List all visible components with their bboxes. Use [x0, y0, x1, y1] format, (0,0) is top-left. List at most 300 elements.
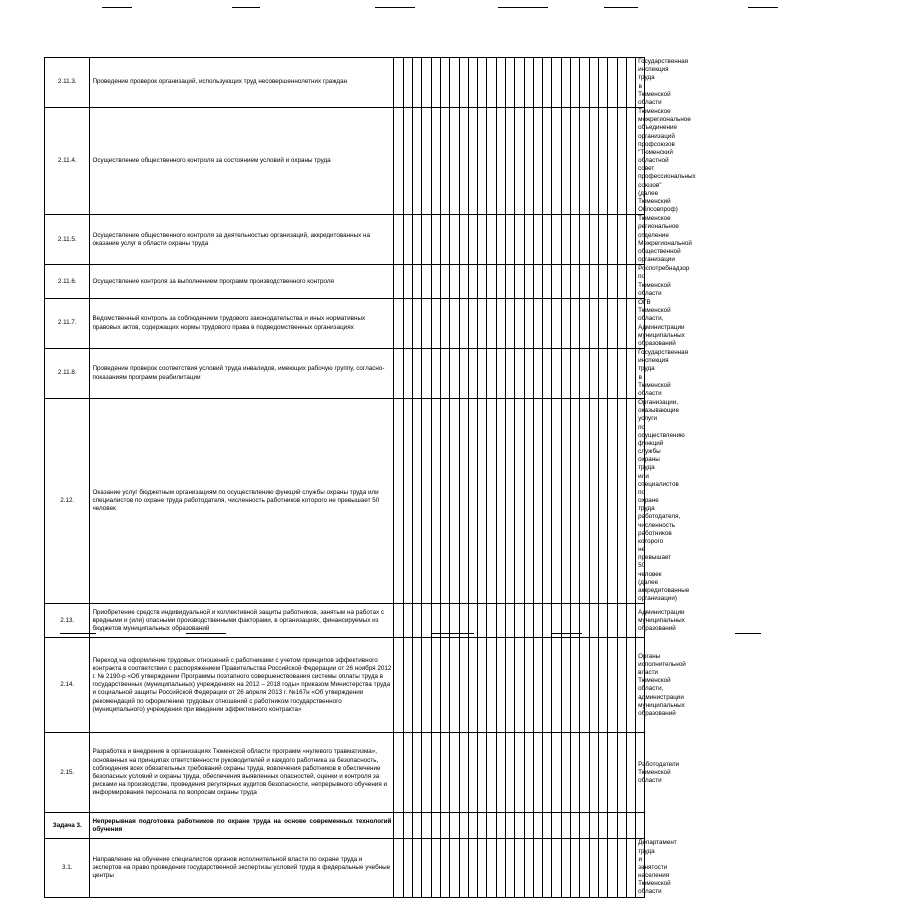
period-cell — [515, 349, 524, 399]
period-cell — [459, 349, 468, 399]
row-number: Задача 3. — [45, 813, 90, 839]
period-cell — [589, 298, 598, 348]
period-cell — [403, 638, 412, 733]
measure-description: Непрерывная подготовка работников по охране труда на основе современных технологий обучения — [90, 813, 394, 839]
responsible-executor: Государственная инспекция труда в Тюменской области — [636, 349, 645, 399]
period-cell — [413, 733, 422, 813]
period-cell — [552, 638, 561, 733]
period-cell — [580, 733, 589, 813]
period-cell — [617, 58, 626, 108]
period-cell — [524, 813, 533, 839]
period-cell — [552, 399, 561, 604]
period-cell — [617, 604, 626, 638]
period-cell — [608, 733, 617, 813]
period-cell — [608, 399, 617, 604]
period-cell — [608, 839, 617, 897]
period-cell — [515, 215, 524, 265]
row-number: 2.11.3. — [45, 58, 90, 108]
period-cell — [422, 638, 431, 733]
period-cell — [515, 265, 524, 299]
period-cell — [431, 733, 440, 813]
period-cell — [413, 265, 422, 299]
period-cell — [440, 298, 449, 348]
top-edge-mark-2 — [232, 7, 260, 8]
period-cell — [543, 58, 552, 108]
period-cell — [543, 839, 552, 897]
period-cell — [589, 399, 598, 604]
period-cell — [459, 58, 468, 108]
table-body — [45, 58, 840, 898]
period-cell — [431, 638, 440, 733]
period-cell — [422, 265, 431, 299]
period-cell — [505, 265, 514, 299]
row-number: 2.11.4. — [45, 108, 90, 215]
period-cell — [413, 215, 422, 265]
period-cell — [561, 215, 570, 265]
period-cell — [533, 265, 542, 299]
period-cell — [403, 813, 412, 839]
period-cell — [626, 638, 635, 733]
period-cell — [598, 265, 607, 299]
period-cell — [394, 108, 403, 215]
period-cell — [533, 733, 542, 813]
period-cell — [533, 839, 542, 897]
period-cell — [515, 399, 524, 604]
period-cell — [552, 733, 561, 813]
table-row — [45, 813, 840, 839]
measure-description: Приобретение средств индивидуальной и коллективной защиты работников, занятым на работах с вредными и (или) опасными производственными факторами, в организациях, финансируемых из бюджетов муниципальных образований — [90, 604, 394, 638]
measure-description: Ведомственный контроль за соблюдением трудового законодательства и иных нормативных правовых актов, содержащих нормы трудового права в подведомственных организациях — [90, 298, 394, 348]
period-cell — [422, 298, 431, 348]
period-cell — [487, 215, 496, 265]
period-cell — [431, 215, 440, 265]
period-cell — [580, 215, 589, 265]
responsible-executor: Департамент труда и занятости населения Тюменской области — [636, 839, 645, 897]
period-cell — [505, 813, 514, 839]
period-cell — [450, 604, 459, 638]
period-cell — [422, 58, 431, 108]
period-cell — [450, 638, 459, 733]
period-cell — [552, 265, 561, 299]
top-edge-mark-4 — [498, 7, 548, 8]
period-cell — [459, 638, 468, 733]
period-cell — [580, 298, 589, 348]
period-cell — [440, 399, 449, 604]
period-cell — [394, 733, 403, 813]
period-cell — [413, 58, 422, 108]
period-cell — [440, 58, 449, 108]
period-cell — [524, 298, 533, 348]
row-number: 2.11.6. — [45, 265, 90, 299]
responsible-executor: Тюменское региональное отделение Межрегиональной общественной организации — [636, 215, 645, 265]
period-cell — [431, 265, 440, 299]
period-cell — [533, 108, 542, 215]
period-cell — [598, 215, 607, 265]
period-cell — [589, 265, 598, 299]
period-cell — [431, 298, 440, 348]
top-edge-mark-5 — [604, 7, 638, 8]
period-cell — [487, 349, 496, 399]
period-cell — [505, 839, 514, 897]
period-cell — [496, 813, 505, 839]
period-cell — [626, 733, 635, 813]
period-cell — [422, 108, 431, 215]
period-cell — [468, 349, 477, 399]
period-cell — [478, 813, 487, 839]
period-cell — [589, 349, 598, 399]
period-cell — [394, 215, 403, 265]
measure-description: Проведение проверок организаций, использующих труд несовершеннолетних граждан — [90, 58, 394, 108]
period-cell — [571, 108, 580, 215]
period-cell — [459, 604, 468, 638]
period-cell — [533, 215, 542, 265]
table-row — [45, 108, 840, 215]
period-cell — [561, 58, 570, 108]
period-cell — [543, 265, 552, 299]
table-row — [45, 58, 840, 108]
period-cell — [571, 839, 580, 897]
period-cell — [403, 839, 412, 897]
period-cell — [468, 265, 477, 299]
period-cell — [450, 813, 459, 839]
period-cell — [496, 265, 505, 299]
period-cell — [459, 215, 468, 265]
measure-description: Осуществление контроля за выполнением программ производственного контроля — [90, 265, 394, 299]
period-cell — [468, 298, 477, 348]
period-cell — [487, 733, 496, 813]
period-cell — [505, 604, 514, 638]
period-cell — [440, 108, 449, 215]
period-cell — [617, 349, 626, 399]
responsible-executor: Администрации муниципальных образований — [636, 604, 645, 638]
period-cell — [496, 215, 505, 265]
period-cell — [580, 638, 589, 733]
period-cell — [598, 604, 607, 638]
period-cell — [440, 604, 449, 638]
period-cell — [626, 265, 635, 299]
period-cell — [487, 839, 496, 897]
period-cell — [496, 58, 505, 108]
period-cell — [394, 298, 403, 348]
measure-description: Направление на обучение специалистов органов исполнительной власти по охране труда и экспертов на право проведения государственной экспертизы условий труда в федеральные учебные центры — [90, 839, 394, 897]
measure-description: Переход на оформление трудовых отношений с работниками с учетом принципов эффективного контракта в соответствии с распоряжением Правительства Российской Федерации от 26 ноября 2012 г. № 2190-р «Об утверждении Программы поэтапного совершенствования системы оплаты труда в государственных (муниципальных) учреждениях на 2012 – 2018 годы» приказом Министерства труда и социальной защиты Российской Федерации от 26 апреля 2013 г. №167н «Об утверждении рекомендаций по оформлению трудовых отношений с работником государственного (муниципального) учреждения при введении эффективного контракта» — [90, 638, 394, 733]
period-cell — [440, 839, 449, 897]
period-cell — [589, 813, 598, 839]
period-cell — [468, 839, 477, 897]
period-cell — [450, 349, 459, 399]
period-cell — [543, 349, 552, 399]
period-cell — [394, 265, 403, 299]
period-cell — [459, 108, 468, 215]
period-cell — [505, 733, 514, 813]
period-cell — [533, 813, 542, 839]
period-cell — [552, 349, 561, 399]
responsible-executor — [636, 813, 645, 839]
period-cell — [515, 298, 524, 348]
period-cell — [505, 349, 514, 399]
period-cell — [487, 58, 496, 108]
period-cell — [617, 265, 626, 299]
period-cell — [413, 604, 422, 638]
period-cell — [422, 349, 431, 399]
period-cell — [487, 108, 496, 215]
period-cell — [626, 839, 635, 897]
period-cell — [403, 215, 412, 265]
row-number: 2.15. — [45, 733, 90, 813]
period-cell — [496, 839, 505, 897]
responsible-executor: Тюменское межрегиональное объединение организаций профсоюзов "Тюменский областной совет профессиональных союзов" (далее Тюменский Облсовпроф) — [636, 108, 645, 215]
period-cell — [524, 349, 533, 399]
period-cell — [450, 298, 459, 348]
period-cell — [561, 604, 570, 638]
period-cell — [413, 298, 422, 348]
period-cell — [413, 349, 422, 399]
period-cell — [496, 399, 505, 604]
period-cell — [478, 733, 487, 813]
period-cell — [440, 349, 449, 399]
table-row — [45, 298, 840, 348]
period-cell — [561, 349, 570, 399]
measure-description: Осуществление общественного контроля за состоянием условий и охраны труда — [90, 108, 394, 215]
period-cell — [598, 58, 607, 108]
period-cell — [561, 638, 570, 733]
responsible-executor: Работодатели Тюменской области — [636, 733, 645, 813]
period-cell — [478, 638, 487, 733]
period-cell — [478, 604, 487, 638]
period-cell — [589, 839, 598, 897]
period-cell — [403, 399, 412, 604]
period-cell — [505, 215, 514, 265]
period-cell — [487, 813, 496, 839]
period-cell — [496, 349, 505, 399]
period-cell — [552, 298, 561, 348]
period-cell — [543, 604, 552, 638]
period-cell — [589, 58, 598, 108]
period-cell — [394, 638, 403, 733]
period-cell — [459, 265, 468, 299]
responsible-executor: Органы исполнительной власти Тюменской области, администрации муниципальных образований — [636, 638, 645, 733]
period-cell — [478, 839, 487, 897]
period-cell — [626, 298, 635, 348]
period-cell — [403, 265, 412, 299]
top-edge-mark-3 — [375, 7, 415, 8]
period-cell — [580, 58, 589, 108]
period-cell — [496, 638, 505, 733]
period-cell — [440, 265, 449, 299]
period-cell — [478, 265, 487, 299]
period-cell — [552, 604, 561, 638]
period-cell — [422, 839, 431, 897]
period-cell — [533, 638, 542, 733]
period-cell — [561, 298, 570, 348]
row-number: 2.11.5. — [45, 215, 90, 265]
period-cell — [626, 215, 635, 265]
period-cell — [413, 839, 422, 897]
period-cell — [431, 108, 440, 215]
period-cell — [580, 813, 589, 839]
period-cell — [571, 604, 580, 638]
period-cell — [561, 265, 570, 299]
period-cell — [431, 349, 440, 399]
period-cell — [571, 215, 580, 265]
period-cell — [598, 638, 607, 733]
period-cell — [515, 604, 524, 638]
period-cell — [496, 108, 505, 215]
period-cell — [598, 349, 607, 399]
period-cell — [515, 813, 524, 839]
period-cell — [571, 265, 580, 299]
table-row — [45, 265, 840, 299]
period-cell — [403, 604, 412, 638]
period-cell — [487, 298, 496, 348]
period-cell — [626, 108, 635, 215]
period-cell — [552, 813, 561, 839]
period-cell — [617, 399, 626, 604]
period-cell — [413, 108, 422, 215]
period-cell — [487, 399, 496, 604]
period-cell — [608, 215, 617, 265]
period-cell — [608, 108, 617, 215]
period-cell — [617, 215, 626, 265]
period-cell — [571, 298, 580, 348]
period-cell — [533, 399, 542, 604]
period-cell — [543, 108, 552, 215]
period-cell — [505, 298, 514, 348]
period-cell — [543, 298, 552, 348]
period-cell — [543, 638, 552, 733]
period-cell — [533, 604, 542, 638]
period-cell — [617, 108, 626, 215]
period-cell — [524, 58, 533, 108]
period-cell — [524, 604, 533, 638]
measure-description: Проведение проверок соответствия условий труда инвалидов, имеющих рабочую группу, согласно-показаниям программ реабилитации — [90, 349, 394, 399]
period-cell — [626, 58, 635, 108]
period-cell — [403, 58, 412, 108]
table-row — [45, 399, 840, 604]
period-cell — [440, 733, 449, 813]
period-cell — [589, 638, 598, 733]
responsible-executor: Роспотребнадзор по Тюменской области — [636, 265, 645, 299]
period-cell — [524, 638, 533, 733]
period-cell — [459, 399, 468, 604]
period-cell — [468, 604, 477, 638]
period-cell — [450, 215, 459, 265]
period-cell — [394, 399, 403, 604]
period-cell — [617, 733, 626, 813]
period-cell — [450, 733, 459, 813]
period-cell — [468, 108, 477, 215]
period-cell — [505, 638, 514, 733]
period-cell — [543, 215, 552, 265]
period-cell — [524, 733, 533, 813]
period-cell — [543, 813, 552, 839]
period-cell — [608, 813, 617, 839]
period-cell — [394, 58, 403, 108]
row-number: 2.11.7. — [45, 298, 90, 348]
period-cell — [413, 399, 422, 604]
period-cell — [608, 638, 617, 733]
period-cell — [589, 733, 598, 813]
period-cell — [394, 813, 403, 839]
period-cell — [515, 733, 524, 813]
period-cell — [468, 638, 477, 733]
period-cell — [478, 349, 487, 399]
responsible-executor: ОГВ Тюменской области, Администрации муниципальных образований — [636, 298, 645, 348]
table-row — [45, 604, 840, 638]
period-cell — [496, 298, 505, 348]
period-cell — [459, 813, 468, 839]
period-cell — [533, 298, 542, 348]
period-cell — [487, 265, 496, 299]
period-cell — [608, 58, 617, 108]
period-cell — [431, 58, 440, 108]
period-cell — [468, 399, 477, 604]
period-cell — [589, 108, 598, 215]
period-cell — [561, 108, 570, 215]
period-cell — [468, 813, 477, 839]
period-cell — [431, 839, 440, 897]
period-cell — [580, 839, 589, 897]
period-cell — [561, 733, 570, 813]
period-cell — [598, 108, 607, 215]
period-cell — [580, 399, 589, 604]
period-cell — [561, 813, 570, 839]
period-cell — [561, 399, 570, 604]
period-cell — [440, 638, 449, 733]
period-cell — [478, 108, 487, 215]
period-cell — [505, 399, 514, 604]
period-cell — [552, 215, 561, 265]
period-cell — [552, 839, 561, 897]
period-cell — [533, 349, 542, 399]
period-cell — [422, 733, 431, 813]
period-cell — [617, 839, 626, 897]
measure-description: Оказание услуг бюджетным организациям по осуществлению функций службы охраны труда или специалистов по охране труда работодателя, численность работников которого не превышает 50 человек — [90, 399, 394, 604]
period-cell — [403, 298, 412, 348]
period-cell — [496, 604, 505, 638]
period-cell — [431, 604, 440, 638]
table-row — [45, 839, 840, 897]
period-cell — [413, 813, 422, 839]
period-cell — [571, 638, 580, 733]
period-cell — [515, 839, 524, 897]
period-cell — [459, 733, 468, 813]
period-cell — [589, 215, 598, 265]
period-cell — [524, 399, 533, 604]
period-cell — [440, 215, 449, 265]
period-cell — [626, 604, 635, 638]
period-cell — [450, 265, 459, 299]
period-cell — [496, 733, 505, 813]
period-cell — [394, 839, 403, 897]
measures-table — [44, 57, 840, 898]
top-edge-mark-1 — [102, 7, 132, 8]
period-cell — [608, 298, 617, 348]
period-cell — [561, 839, 570, 897]
table-row — [45, 638, 840, 733]
period-cell — [580, 265, 589, 299]
row-number: 3.1. — [45, 839, 90, 897]
period-cell — [468, 215, 477, 265]
period-cell — [626, 399, 635, 604]
period-cell — [524, 215, 533, 265]
period-cell — [589, 604, 598, 638]
period-cell — [394, 349, 403, 399]
period-cell — [459, 298, 468, 348]
responsible-executor: Государственная инспекция труда в Тюменской области — [636, 58, 645, 108]
period-cell — [478, 215, 487, 265]
period-cell — [598, 399, 607, 604]
